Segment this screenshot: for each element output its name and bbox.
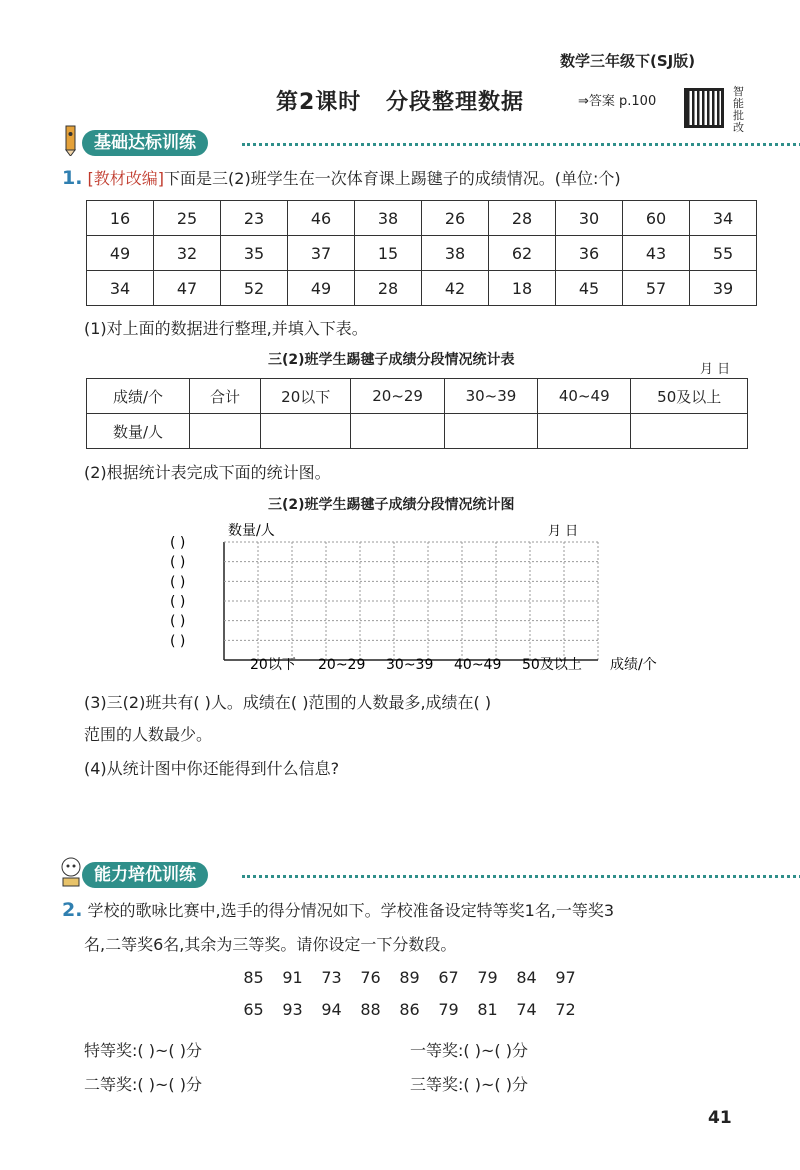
section-banner-advanced	[60, 862, 800, 892]
stat-table-cell: 20以下	[261, 379, 351, 414]
stat-table-cell: 20~29	[351, 379, 444, 414]
score-value: 89	[399, 968, 420, 987]
table-title: 三(2)班学生踢毽子成绩分段情况统计表	[268, 352, 515, 368]
table-cell: 34	[690, 201, 757, 236]
qr-side-char: 智	[733, 85, 744, 98]
lesson-label: 第2课时	[276, 90, 362, 115]
table-cell: 52	[221, 271, 288, 306]
table-cell: 39	[690, 271, 757, 306]
y-tick-label[interactable]: ( )	[170, 535, 186, 551]
chart-title: 三(2)班学生踢毽子成绩分段情况统计图	[268, 497, 515, 513]
score-value: 97	[555, 968, 576, 987]
x-axis-label: 成绩/个	[610, 657, 657, 673]
question-number: 2.	[62, 899, 83, 921]
table-cell: 15	[355, 236, 422, 271]
chart-date: 月 日	[548, 524, 579, 539]
table-cell: 49	[87, 236, 154, 271]
stat-table-cell: 合计	[190, 379, 261, 414]
source-tag: [教材改编]	[87, 169, 165, 188]
x-tick-label: 20以下	[250, 657, 296, 673]
sub-question-3: (3)三(2)班共有( )人。成绩在( )范围的人数最多,成绩在( )	[84, 693, 492, 712]
bar-chart	[160, 516, 680, 680]
table-cell: 47	[154, 271, 221, 306]
question-text: 学校的歌咏比赛中,选手的得分情况如下。学校准备设定特等奖1名,一等奖3	[87, 901, 615, 920]
book-label: 数学三年级下(SJ版)	[560, 52, 696, 70]
score-value: 81	[477, 1000, 498, 1019]
table-cell: 49	[288, 271, 355, 306]
qr-side-char: 改	[733, 121, 744, 134]
table-cell: 28	[355, 271, 422, 306]
score-value: 67	[438, 968, 459, 987]
score-value: 91	[282, 968, 303, 987]
table-cell: 30	[556, 201, 623, 236]
qr-code-icon[interactable]	[684, 88, 724, 128]
sub-question-1: (1)对上面的数据进行整理,并填入下表。	[84, 319, 368, 338]
score-value: 79	[477, 968, 498, 987]
x-tick-label: 30~39	[386, 657, 434, 673]
y-tick-label[interactable]: ( )	[170, 633, 186, 650]
table-row	[87, 201, 757, 236]
score-value: 76	[360, 968, 381, 987]
answer-blank-cell[interactable]	[631, 414, 748, 449]
scores-row	[234, 968, 585, 987]
score-value: 72	[555, 1000, 576, 1019]
table-cell: 26	[422, 201, 489, 236]
section-banner-basic	[60, 130, 800, 160]
dotted-divider	[242, 875, 800, 878]
prize-second[interactable]: 二等奖:( )~( )分	[84, 1075, 202, 1094]
table-cell: 28	[489, 201, 556, 236]
answer-reference: ⇒答案 p.100	[578, 94, 657, 109]
sub-question-2: (2)根据统计表完成下面的统计图。	[84, 463, 331, 482]
table-cell: 32	[154, 236, 221, 271]
stat-table-cell: 30~39	[444, 379, 537, 414]
score-value: 79	[438, 1000, 459, 1019]
table-cell: 43	[623, 236, 690, 271]
page-number: 41	[708, 1108, 732, 1128]
table-cell: 38	[355, 201, 422, 236]
x-tick-label: 40~49	[454, 657, 502, 673]
table-cell: 46	[288, 201, 355, 236]
answer-blank-cell[interactable]	[190, 414, 261, 449]
prize-first[interactable]: 一等奖:( )~( )分	[410, 1041, 528, 1060]
y-tick-label[interactable]: ( )	[170, 574, 186, 591]
prize-special[interactable]: 特等奖:( )~( )分	[84, 1041, 202, 1060]
date-field: 月 日	[700, 362, 731, 377]
score-data-table	[86, 200, 757, 306]
question-number: 1.	[62, 167, 83, 189]
table-row	[87, 271, 757, 306]
stat-table-cell: 数量/人	[87, 414, 190, 449]
stat-table-cell: 40~49	[538, 379, 631, 414]
table-cell: 23	[221, 201, 288, 236]
question-1-stem	[62, 166, 621, 189]
page-title	[0, 85, 800, 116]
qr-side-char: 能	[733, 97, 744, 110]
section-label: 能力培优训练	[82, 862, 208, 888]
stat-table-header-row	[87, 379, 748, 414]
chart-grid	[224, 542, 598, 660]
table-cell: 57	[623, 271, 690, 306]
dog-mascot-icon	[60, 856, 82, 888]
answer-blank-cell[interactable]	[351, 414, 444, 449]
score-value: 93	[282, 1000, 303, 1019]
question-2-stem	[62, 898, 614, 921]
score-value: 84	[516, 968, 537, 987]
score-value: 65	[243, 1000, 264, 1019]
stat-table-cell: 成绩/个	[87, 379, 190, 414]
question-text: 下面是三(2)班学生在一次体育课上踢毽子的成绩情况。(单位:个)	[164, 169, 621, 188]
question-2-text-cont: 名,二等奖6名,其余为三等奖。请你设定一下分数段。	[84, 935, 457, 954]
y-tick-label[interactable]: ( )	[170, 554, 186, 571]
score-value: 74	[516, 1000, 537, 1019]
table-cell: 38	[422, 236, 489, 271]
table-row	[87, 236, 757, 271]
y-tick-label[interactable]: ( )	[170, 613, 186, 630]
answer-blank-cell[interactable]	[261, 414, 351, 449]
stat-table	[86, 378, 748, 449]
table-cell: 62	[489, 236, 556, 271]
answer-blank-cell[interactable]	[444, 414, 537, 449]
y-tick-label[interactable]: ( )	[170, 594, 186, 610]
table-cell: 34	[87, 271, 154, 306]
sub-question-3-cont: 范围的人数最少。	[84, 725, 213, 744]
x-tick-label: 50及以上	[522, 657, 582, 673]
x-tick-label: 20~29	[318, 657, 366, 673]
pencil-mascot-icon	[60, 124, 82, 156]
score-value: 85	[243, 968, 264, 987]
lesson-title: 分段整理数据	[385, 90, 524, 115]
qr-side-label	[733, 86, 745, 134]
table-cell: 35	[221, 236, 288, 271]
prize-third[interactable]: 三等奖:( )~( )分	[410, 1075, 528, 1094]
score-value: 73	[321, 968, 342, 987]
table-cell: 25	[154, 201, 221, 236]
table-cell: 36	[556, 236, 623, 271]
table-cell: 18	[489, 271, 556, 306]
qr-side-char: 批	[733, 109, 744, 122]
y-axis-ticks	[170, 535, 185, 649]
score-value: 86	[399, 1000, 420, 1019]
table-cell: 60	[623, 201, 690, 236]
stat-table-count-row	[87, 414, 748, 449]
table-cell: 42	[422, 271, 489, 306]
table-cell: 45	[556, 271, 623, 306]
section-label: 基础达标训练	[82, 130, 208, 156]
score-value: 94	[321, 1000, 342, 1019]
y-axis-label: 数量/人	[228, 523, 275, 539]
scores-row	[234, 1000, 585, 1019]
answer-blank-cell[interactable]	[538, 414, 631, 449]
dotted-divider	[242, 143, 800, 146]
table-cell: 37	[288, 236, 355, 271]
table-cell: 16	[87, 201, 154, 236]
stat-table-cell: 50及以上	[631, 379, 748, 414]
table-cell: 55	[690, 236, 757, 271]
sub-question-4: (4)从统计图中你还能得到什么信息?	[84, 759, 340, 778]
score-value: 88	[360, 1000, 381, 1019]
